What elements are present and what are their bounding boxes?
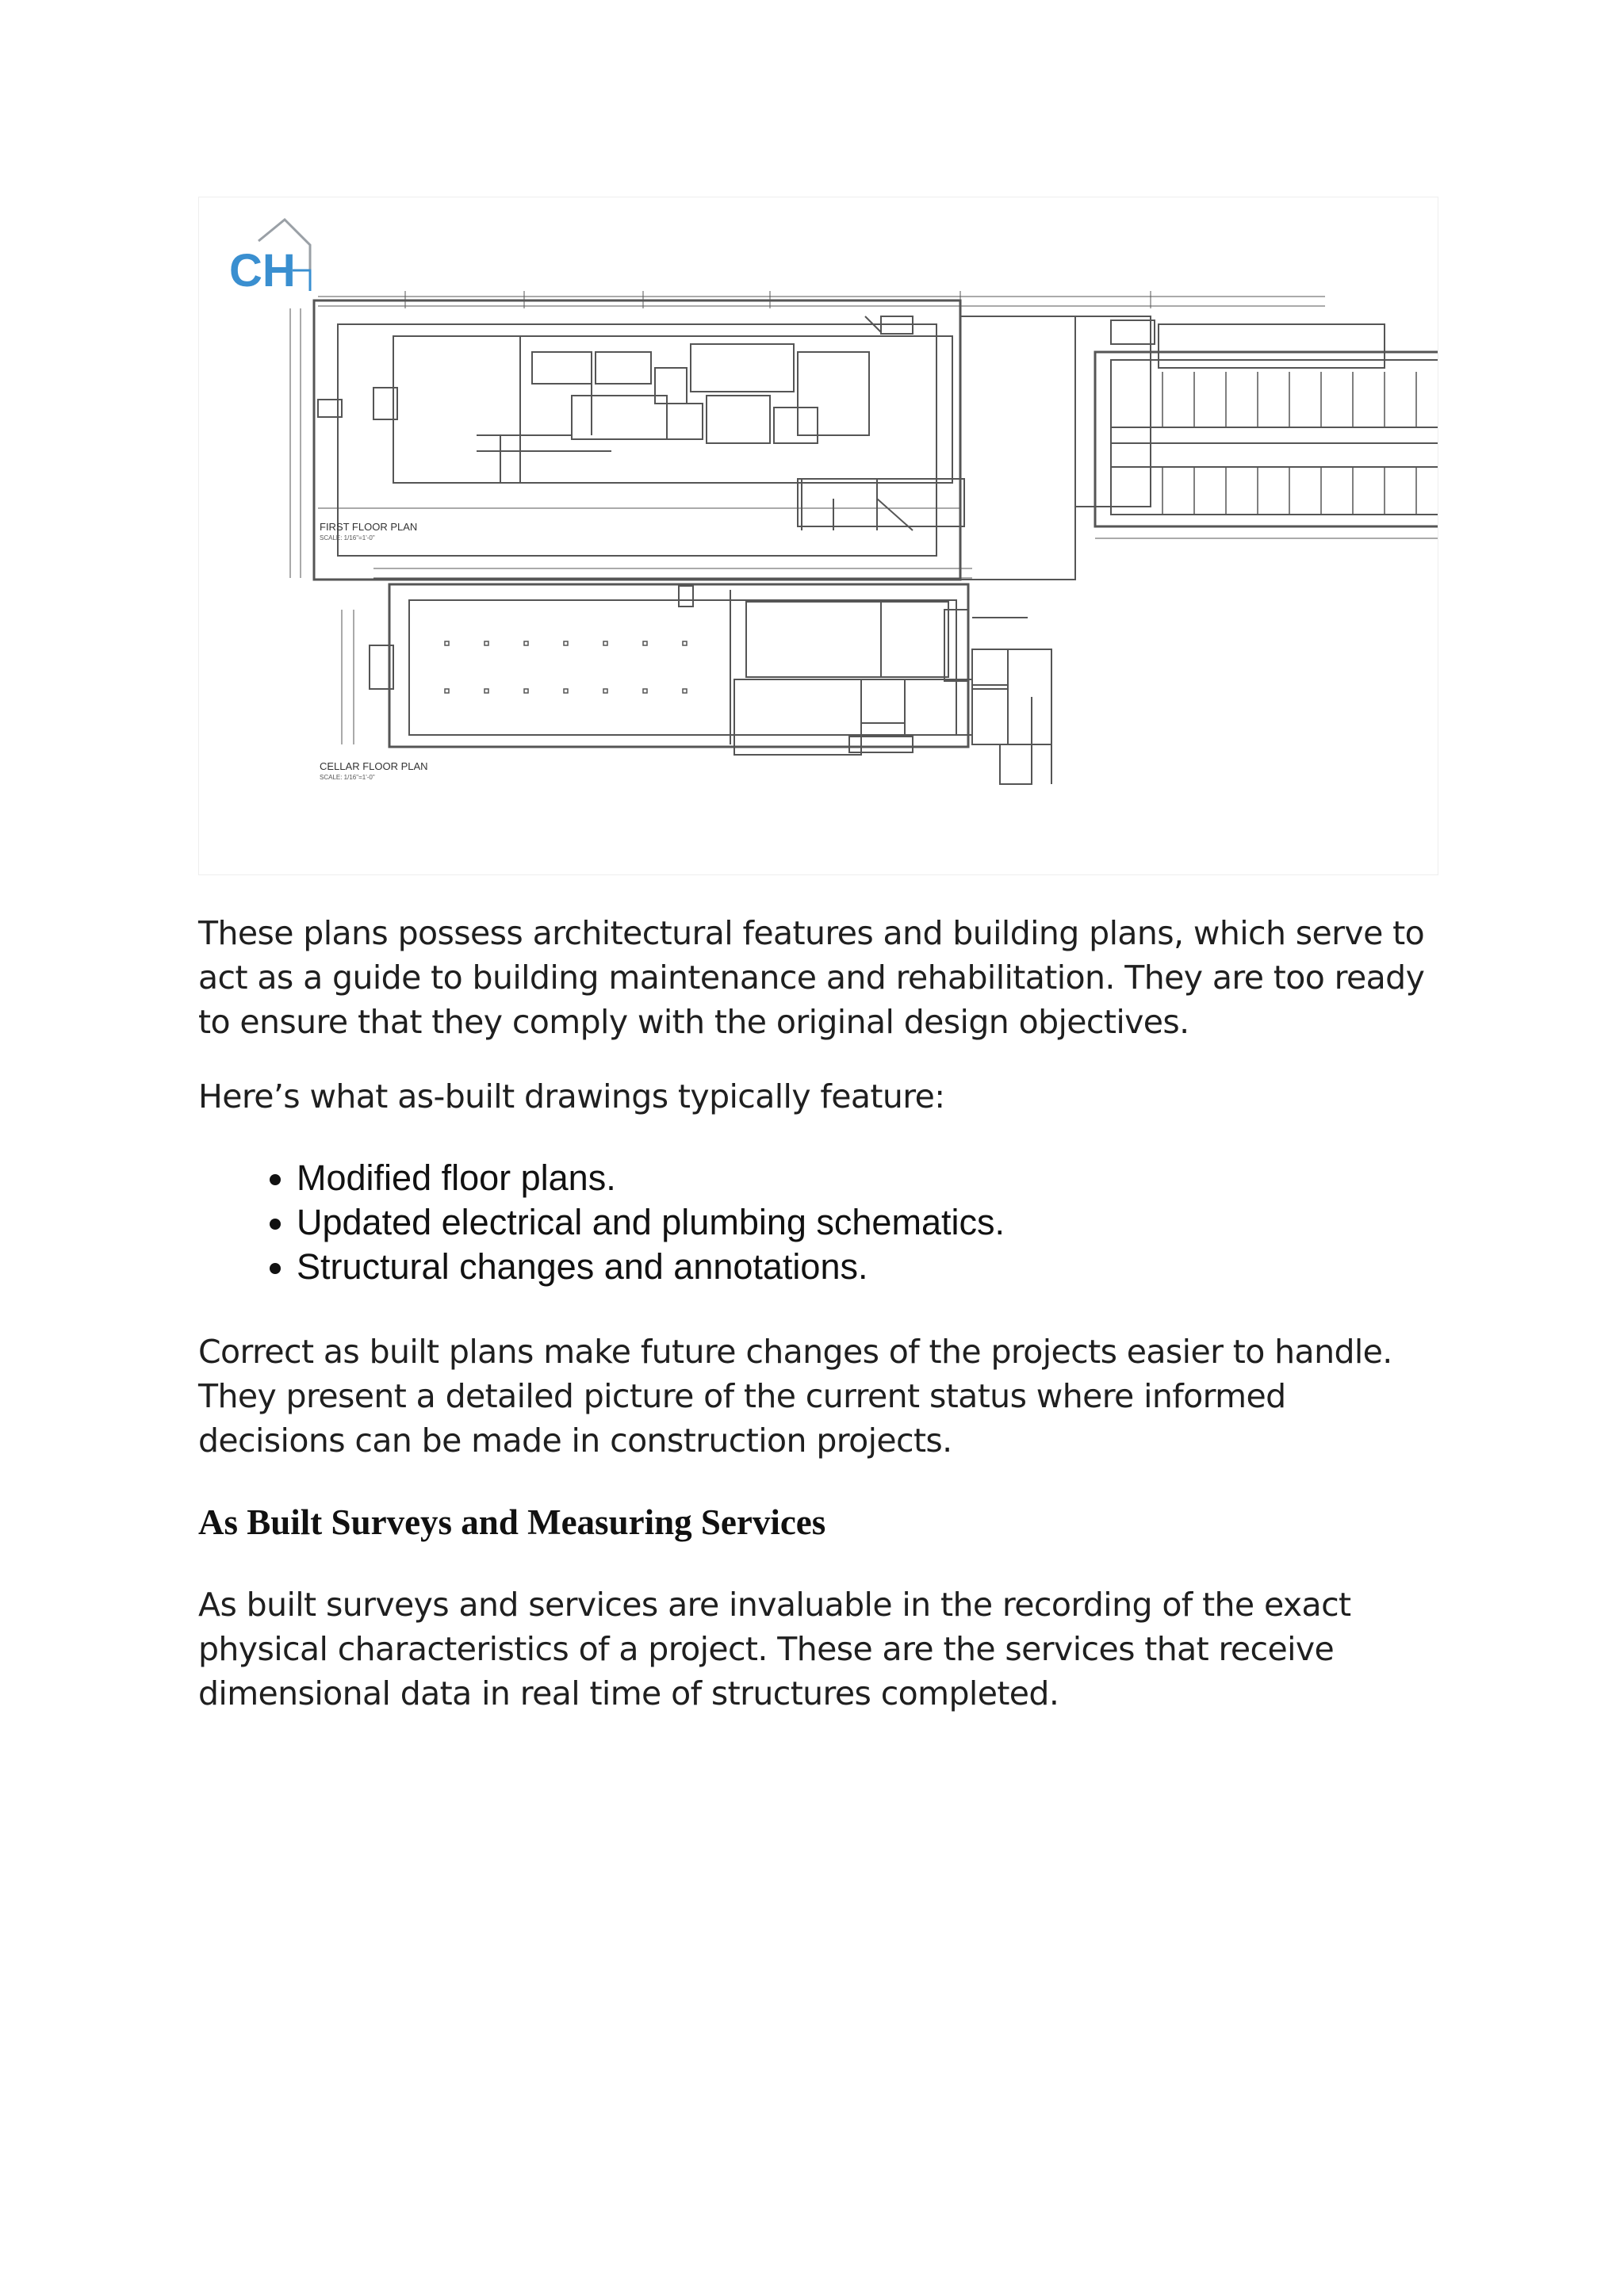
list-item: • Structural changes and annotations. <box>297 1245 1005 1289</box>
section-paragraph: As built surveys and services are invaluable in the recording of the exact physical characteristics of a project. These are the services that receive dimensional data in real time of structures completed. <box>198 1586 1351 1712</box>
company-logo <box>229 220 310 297</box>
intro-paragraph: These plans possess architectural features and building plans, which serve to act as a guide to building maintenance and rehabilitation. They are too ready to ensure that they comply with the original design objectives. <box>198 914 1425 1041</box>
list-item: • Modified floor plans. <box>297 1156 1005 1200</box>
first-floor-plan-scale: SCALE: 1/16"=1'-0" <box>320 534 375 541</box>
logo-text: CH <box>229 245 296 297</box>
first-floor-plan-drawing <box>290 291 1438 580</box>
floor-plan-figure <box>198 197 1438 875</box>
benefits-paragraph: Correct as built plans make future changes of the projects easier to handle. They present a detailed picture of the current status where informed decisions can be made in construction projects. <box>198 1333 1392 1460</box>
cellar-floor-plan-scale: SCALE: 1/16"=1'-0" <box>320 774 375 781</box>
list-item: • Updated electrical and plumbing schematics. <box>297 1200 1005 1245</box>
section-heading: As Built Surveys and Measuring Services <box>198 1502 826 1542</box>
cellar-floor-plan-drawing <box>342 568 1051 784</box>
lead-in-text: Here’s what as-built drawings typically feature: <box>198 1077 945 1115</box>
cellar-floor-plan-label: CELLAR FLOOR PLAN <box>320 760 428 772</box>
feature-list <box>238 1156 1005 1289</box>
first-floor-plan-label: FIRST FLOOR PLAN <box>320 521 418 533</box>
